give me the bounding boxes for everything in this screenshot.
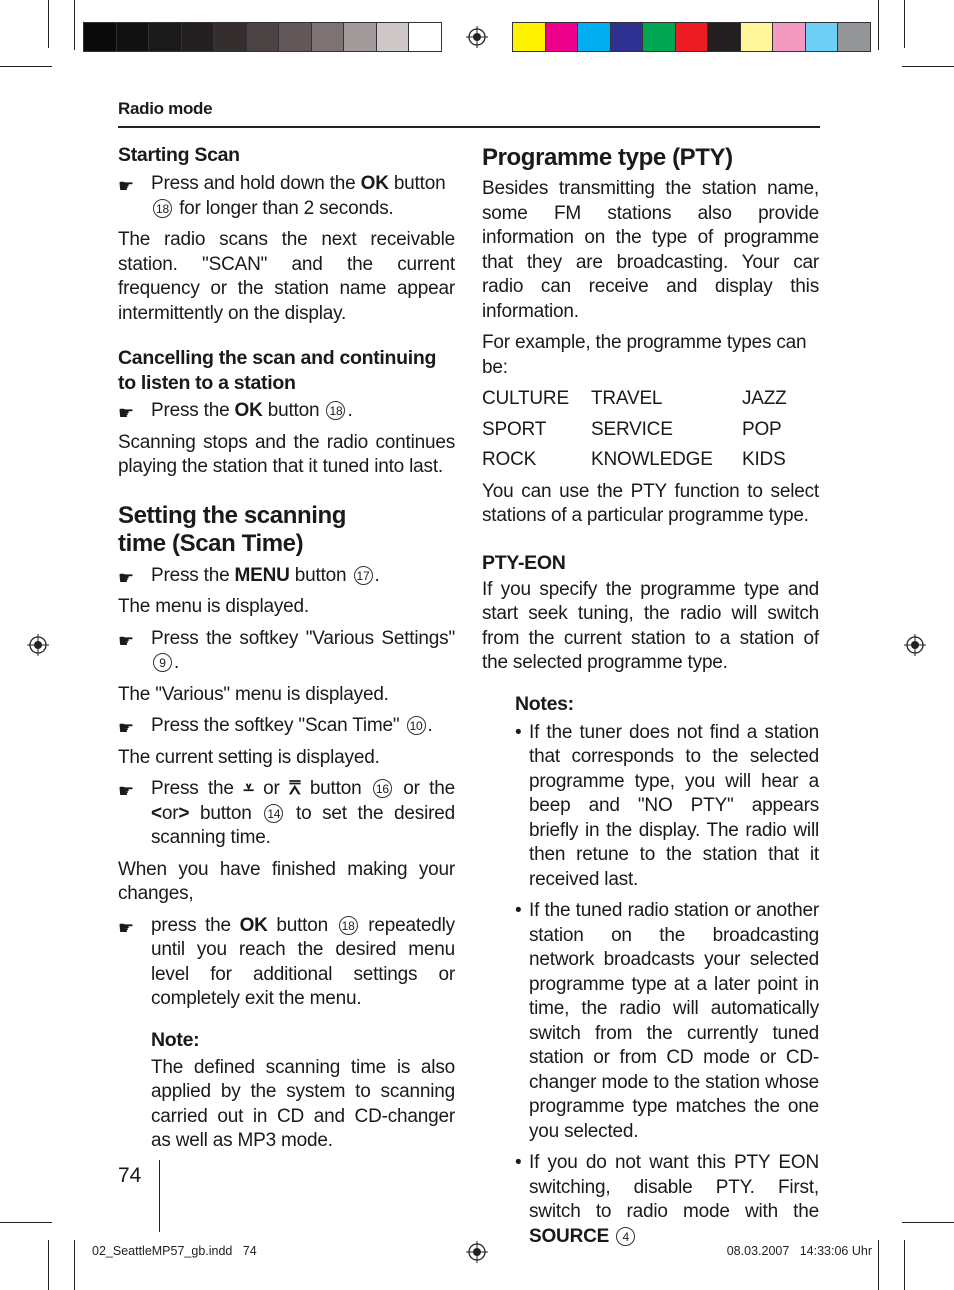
pty-type-list	[482, 387, 819, 473]
crop-mark	[904, 1240, 905, 1290]
registration-mark-icon	[466, 26, 488, 48]
footer-timestamp: 08.03.2007 14:33:06 Uhr	[726, 1244, 872, 1258]
button-number-badge: 4	[616, 1227, 635, 1246]
paragraph: Scanning stops and the radio continues playing the station that it tuned into last.	[118, 431, 455, 477]
button-number-badge: 17	[354, 566, 373, 585]
pty-type: POP	[742, 418, 782, 440]
pty-type: KIDS	[742, 449, 786, 470]
paragraph: The "Various" menu is displayed.	[118, 683, 389, 705]
instruction-step: ☛ Press the softkey "Scan Time" 10 .	[118, 714, 455, 739]
section-title: Starting Scan	[118, 144, 240, 166]
color-swatch	[577, 22, 611, 52]
pointing-hand-icon: ☛	[118, 630, 134, 651]
pty-type: KNOWLEDGE	[591, 449, 713, 470]
pointing-hand-icon: ☛	[118, 781, 134, 801]
grayscale-swatch	[343, 22, 377, 52]
crop-mark	[878, 1240, 879, 1290]
color-swatch	[512, 22, 546, 52]
instruction-step: ☛ Press and hold down the OK button 18 for longer than 2 seconds.	[118, 173, 446, 219]
pty-type: SPORT	[482, 418, 547, 440]
button-number-badge: 10	[407, 716, 426, 735]
paragraph: When you have finished making your changes,	[118, 858, 455, 904]
pty-type: SERVICE	[591, 418, 673, 440]
arrow-left-icon: <	[151, 802, 162, 824]
pointing-hand-icon: ☛	[118, 403, 134, 423]
grayscale-swatch	[408, 22, 442, 52]
crop-mark	[902, 66, 954, 67]
color-swatch	[805, 22, 839, 52]
grayscale-swatch	[246, 22, 280, 52]
grayscale-swatch	[83, 22, 117, 52]
pointing-hand-icon: ☛	[118, 176, 134, 196]
instruction-step: ☛ press the OK button 18 repeatedly until you reach the desired menu level for additional settings or completely exit the menu.	[118, 914, 455, 1009]
crop-mark	[74, 0, 75, 50]
paragraph: The menu is displayed.	[118, 596, 309, 617]
footer-filename: 02_SeattleMP57_gb.indd 74	[92, 1244, 257, 1258]
arrow-up-icon: ⩞	[289, 778, 301, 799]
section-heading: Setting the scanning time (Scan Time)	[118, 501, 347, 557]
button-number-badge: 18	[339, 916, 358, 935]
registration-mark-icon	[904, 634, 926, 656]
button-number-badge: 18	[326, 401, 345, 420]
grayscale-swatch	[213, 22, 247, 52]
note-text: The defined scanning time is also applied by the system to scanning carried out in CD and CD-changer as well as MP3 mode.	[151, 1056, 455, 1151]
paragraph: Besides transmitting the station name, some FM stations also provide information on the type of programme that they are broadcasting. Your car radio can receive and display this information.	[482, 178, 819, 322]
grayscale-swatch	[376, 22, 410, 52]
color-swatch	[772, 22, 806, 52]
color-swatch	[740, 22, 774, 52]
pty-type: CULTURE	[482, 388, 569, 409]
button-number-badge: 9	[153, 653, 172, 672]
color-swatch	[707, 22, 741, 52]
section-title: Cancelling the scan and continuing to listen to a station	[118, 347, 437, 394]
button-number-badge: 18	[153, 199, 172, 218]
instruction-step: ☛ Press the OK button 18 .	[118, 399, 455, 424]
crop-mark	[904, 0, 905, 48]
paragraph: For example, the programme types can be:	[482, 332, 807, 378]
pty-type: JAZZ	[742, 388, 787, 409]
section-heading: Programme type (PTY)	[482, 144, 733, 171]
section-title: PTY-EON	[482, 551, 566, 574]
note-block	[118, 1028, 455, 1154]
pty-type: ROCK	[482, 449, 537, 470]
pointing-hand-icon: ☛	[118, 718, 134, 738]
crop-mark	[0, 1222, 52, 1223]
instruction-step: ☛ Press the softkey "Various Settings" 9 .	[118, 627, 455, 673]
color-swatch	[675, 22, 709, 52]
grayscale-swatch	[278, 22, 312, 52]
grayscale-swatch	[311, 22, 345, 52]
crop-mark	[74, 1240, 75, 1290]
note-item: • If you do not want this PTY EON switching, disable PTY. First, switch to radio mode with the SOURCE 4	[515, 1152, 819, 1247]
pty-type: TRAVEL	[591, 388, 663, 409]
color-swatch	[545, 22, 579, 52]
crop-mark	[48, 1240, 49, 1290]
crop-mark	[48, 0, 49, 48]
button-number-badge: 14	[264, 804, 283, 823]
note-title: Note:	[151, 1028, 200, 1051]
grayscale-swatch	[148, 22, 182, 52]
pointing-hand-icon: ☛	[118, 917, 134, 938]
header-rule	[118, 126, 820, 128]
note-item: • If the tuned radio station or another station on the broadcasting network broadcasts your selected programme type at a later point in time, the radio will automatically switch from the currently tuned station or from CD mode or CD-changer mode to the station whose programme type matches the one you selected.	[515, 900, 819, 1142]
color-swatch	[837, 22, 871, 52]
grayscale-swatch	[116, 22, 150, 52]
note-item: • If the tuner does not find a station that corresponds to the selected programme type, you will hear a beep and "NO PTY" appears briefly in the display. The radio will then retune to the station that it received last.	[515, 721, 819, 890]
arrow-down-icon: ⩡	[243, 778, 254, 799]
crop-mark	[902, 1222, 954, 1223]
grayscale-swatch	[181, 22, 215, 52]
instruction-step: ☛ Press the ⩡ or ⩞ button 16 or the <or> button 14 to set the desired scanning time.	[118, 778, 455, 848]
page-number-rule	[159, 1160, 160, 1232]
paragraph: If you specify the programme type and start seek tuning, the radio will switch from the current station to a station of the selected programme type.	[482, 578, 819, 673]
running-header: Radio mode	[118, 99, 213, 118]
paragraph: You can use the PTY function to select stations of a particular programme type.	[482, 480, 819, 526]
pointing-hand-icon: ☛	[118, 567, 134, 588]
instruction-step: ☛ Press the MENU button 17 .	[118, 564, 455, 589]
crop-mark	[0, 66, 52, 67]
page-number: 74	[118, 1164, 142, 1187]
registration-mark-icon	[27, 634, 49, 656]
paragraph: The current setting is displayed.	[118, 746, 380, 768]
crop-mark	[878, 0, 879, 50]
button-number-badge: 16	[373, 779, 392, 798]
color-swatch	[610, 22, 644, 52]
notes-title: Notes:	[515, 692, 574, 715]
left-column	[118, 143, 455, 1161]
color-swatch	[642, 22, 676, 52]
right-column	[482, 144, 819, 1256]
paragraph: The radio scans the next receivable station. "SCAN" and the current frequency or the station name appear intermittently on the display.	[118, 229, 455, 324]
arrow-right-icon: >	[178, 802, 190, 824]
notes-block	[482, 692, 819, 1250]
